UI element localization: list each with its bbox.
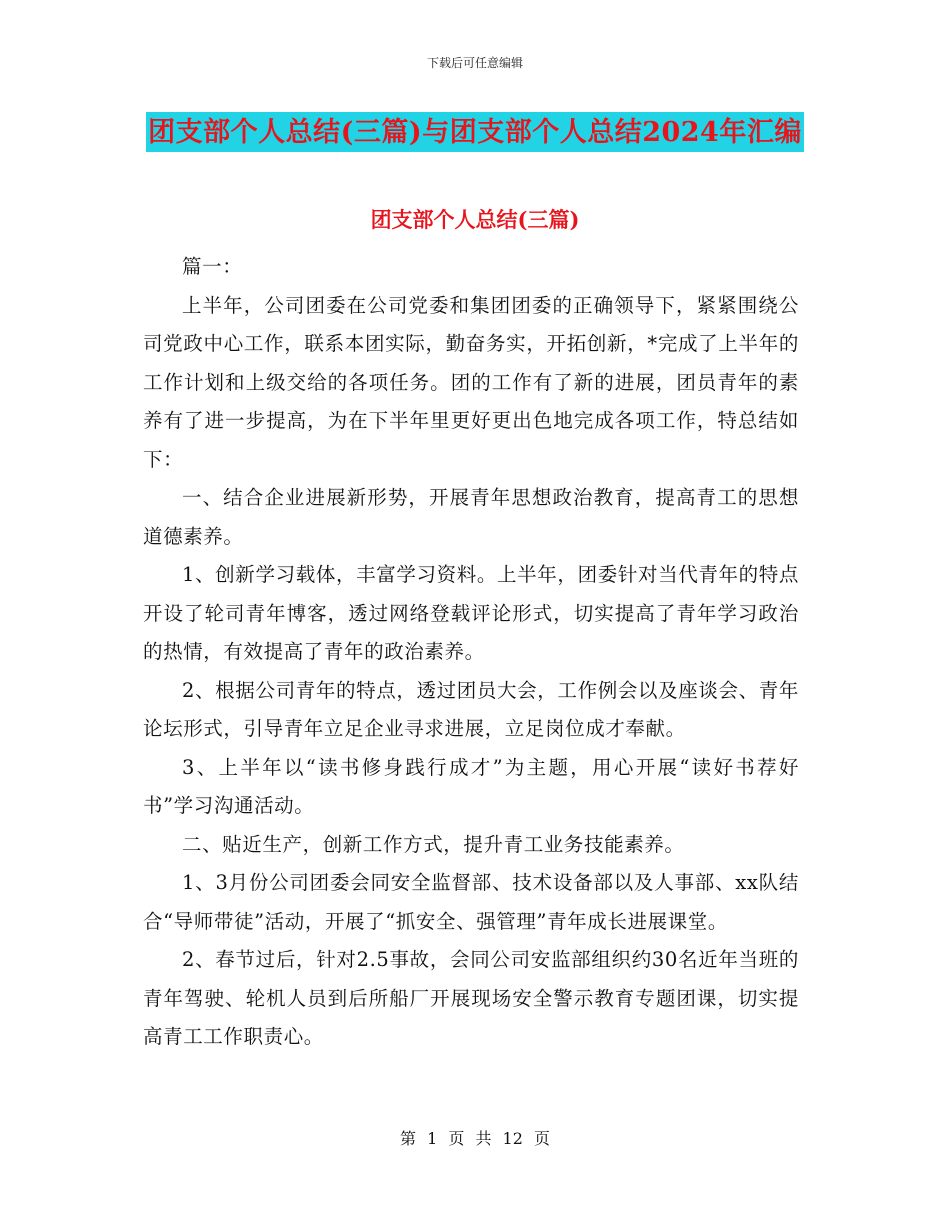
paragraph: 一、结合企业进展新形势，开展青年思想政治教育，提高青工的思想道德素养。: [143, 486, 799, 548]
paragraph: 二、贴近生产，创新工作方式，提升青工业务技能素养。: [182, 832, 685, 856]
paragraph: 上半年，公司团委在公司党委和集团团委的正确领导下，紧紧围绕公司党政中心工作，联系本团实际，勤奋务实，开拓创新，*完成了上半年的工作计划和上级交给的各项任务。团的工作有了新的进展，团员青年的素养有了进一步提高，为在下半年里更好更出色地完成各项工作，特总结如下：: [143, 293, 799, 471]
paragraph: 3、上半年以“读书修身践行成才”为主题，用心开展“读好书荐好书”学习沟通活动。: [143, 755, 799, 817]
paragraph: 1、3月份公司团委会同安全监督部、技术设备部以及人事部、xx队结合“导师带徒”活动，开展了“抓安全、强管理”青年成长进展课堂。: [143, 871, 799, 933]
paragraph: 2、根据公司青年的特点，透过团员大会，工作例会以及座谈会、青年论坛形式，引导青年立足企业寻求进展，立足岗位成才奉献。: [143, 678, 799, 740]
paragraph: 2、春节过后，针对2.5事故，会同公司安监部组织约30名近年当班的青年驾驶、轮机人员到后所船厂开展现场安全警示教育专题团课，切实提高青工工作职责心。: [143, 948, 799, 1048]
document-body: [143, 248, 799, 1057]
section-title: 团支部个人总结(三篇): [370, 207, 580, 232]
header-note: 下载后可任意编辑: [426, 56, 523, 70]
paragraph: 1、创新学习载体，丰富学习资料。上半年，团委针对当代青年的特点开设了轮司青年博客，透过网络登载评论形式，切实提高了青年学习政治的热情，有效提高了青年的政治素养。: [143, 563, 799, 663]
main-title-container: [0, 112, 950, 152]
paragraph-heading: 篇一：: [182, 255, 243, 278]
main-title: 团支部个人总结(三篇)与团支部个人总结2024年汇编: [146, 112, 804, 152]
page-footer: 第 1 页 共 12 页: [400, 1129, 550, 1148]
